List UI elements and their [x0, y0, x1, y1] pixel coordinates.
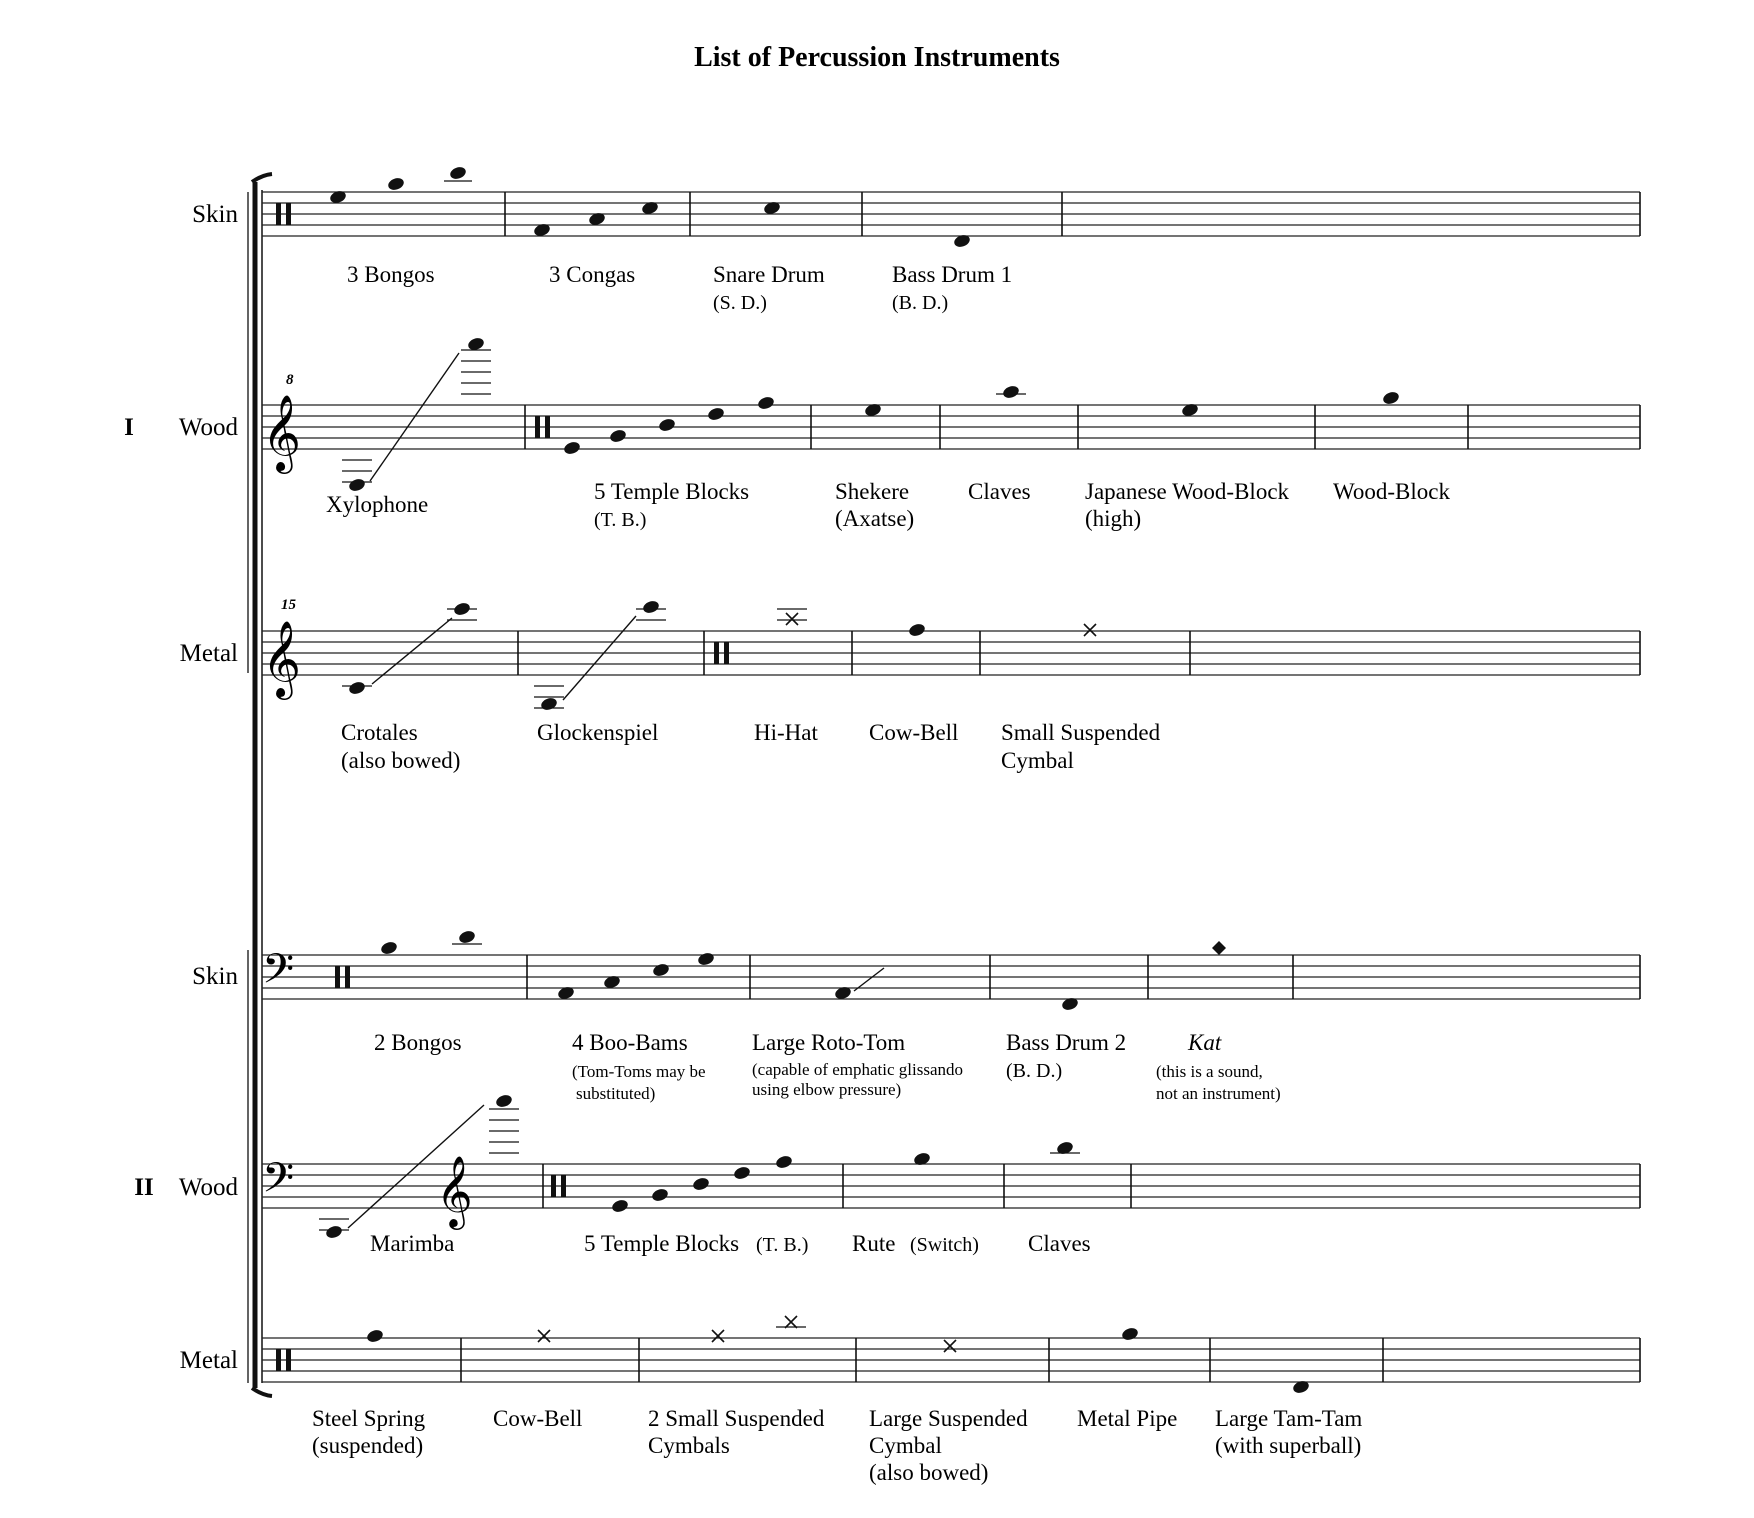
instrument-label: Japanese Wood-Block: [1085, 479, 1290, 504]
instrument-sublabel: (capable of emphatic glissando: [752, 1060, 964, 1079]
percussion-clef-icon: [335, 966, 340, 988]
note-temple-block-2: [651, 1187, 670, 1203]
instrument-label: 5 Temple Blocks: [594, 479, 750, 504]
note-temple-block-4: [707, 406, 726, 422]
note-wood-block: [1382, 390, 1401, 406]
bass-clef-icon: 𝄢: [262, 945, 295, 1003]
note-temple-block-3: [692, 1176, 711, 1192]
treble-clef-icon: 𝄞: [436, 1154, 473, 1227]
note-crotales-high: [453, 601, 472, 617]
instrument-label: Large Roto-Tom: [752, 1030, 906, 1055]
page-title: List of Percussion Instruments: [694, 42, 1060, 73]
instrument-label: Small Suspended: [1001, 720, 1161, 745]
bracket-hook-top: [252, 174, 272, 182]
row-label-wood-one: Wood: [178, 414, 238, 441]
instrument-label: Steel Spring: [312, 1406, 426, 1431]
instrument-label-italic: Kat: [1188, 1030, 1222, 1055]
instrument-sublabel: (Axatse): [835, 506, 915, 531]
instrument-label: 2 Bongos: [374, 1030, 462, 1055]
instrument-label: 2 Small Suspended: [648, 1406, 825, 1431]
instrument-sublabel: substituted): [576, 1084, 656, 1103]
percussion-clef-icon: [714, 642, 719, 664]
note-crotales-low: [348, 680, 367, 696]
instrument-sublabel: (S. D.): [713, 292, 767, 314]
instrument-label: Crotales: [341, 720, 418, 745]
glissando-line: [370, 353, 459, 481]
instrument-sublabel: (B. D.): [1006, 1060, 1063, 1082]
instrument-label: Large Suspended: [869, 1406, 1028, 1431]
ottava-mark: 8: [286, 372, 294, 388]
note-temple-block-1: [563, 440, 582, 456]
instrument-sublabel: (high): [1085, 506, 1142, 531]
instrument-label: Marimba: [370, 1231, 455, 1256]
row-label-metal-one: Metal: [179, 640, 238, 667]
bracket-hook-bottom: [252, 1388, 272, 1396]
row-label-skin-two: Skin: [192, 963, 238, 990]
instrument-sublabel: (T. B.): [594, 509, 647, 531]
instrument-sublabel: using elbow pressure): [752, 1080, 902, 1099]
instrument-label: 3 Bongos: [347, 262, 435, 287]
group-label-one: I: [124, 414, 134, 441]
staff-skin-one: [192, 165, 1640, 314]
percussion-clef-icon: [276, 1349, 281, 1371]
note-temple-block-4: [733, 1165, 752, 1181]
instrument-label: 5 Temple Blocks: [584, 1231, 740, 1256]
percussion-clef-icon: [551, 1175, 556, 1197]
note-temple-block-5: [757, 395, 776, 411]
instrument-sublabel: (suspended): [312, 1433, 424, 1458]
staff-skin-two: [192, 929, 1640, 1103]
instrument-sublabel: Cymbals: [648, 1433, 730, 1458]
note-cow-bell: [908, 622, 927, 638]
note-temple-block-3: [658, 417, 677, 433]
instrument-label: Large Tam-Tam: [1215, 1406, 1363, 1431]
instrument-label: Claves: [1028, 1231, 1091, 1256]
instrument-label: Shekere: [835, 479, 910, 504]
instrument-label: Cow-Bell: [869, 720, 959, 745]
instrument-sublabel: Cymbal: [1001, 748, 1074, 773]
instrument-label: Claves: [968, 479, 1031, 504]
staff-wood-one: [179, 336, 1640, 531]
treble-clef-icon: 𝄞: [262, 394, 302, 471]
staff-metal-one: [180, 597, 1640, 773]
note-boo-bam-4: [697, 951, 716, 967]
note-bongo-2: [458, 929, 477, 945]
ottava-mark: 15: [281, 597, 296, 613]
instrument-label: Cow-Bell: [493, 1406, 583, 1431]
instrument-label: Hi-Hat: [754, 720, 818, 745]
instrument-label: Wood-Block: [1333, 479, 1450, 504]
note-marimba-high: [495, 1093, 514, 1109]
row-label-skin-one: Skin: [192, 201, 238, 228]
note-bongo-1: [380, 940, 399, 956]
instrument-sublabel: (B. D.): [892, 292, 949, 314]
instrument-label: Snare Drum: [713, 262, 825, 287]
instrument-sublabel: (also bowed): [341, 748, 461, 773]
note-glockenspiel-high: [642, 599, 661, 615]
percussion-clef-icon: [535, 416, 540, 438]
note-metal-pipe: [1121, 1326, 1140, 1342]
row-label-metal-two: Metal: [179, 1347, 238, 1374]
note-temple-block-2: [609, 428, 628, 444]
note-boo-bam-3: [652, 962, 671, 978]
staff-metal-two: [180, 1316, 1640, 1485]
note-glockenspiel-low: [540, 696, 559, 712]
note-steel-spring: [366, 1328, 385, 1344]
instrument-sublabel: (this is a sound,: [1156, 1062, 1263, 1081]
instrument-sublabel: (Switch): [910, 1234, 979, 1256]
instrument-sublabel: not an instrument): [1156, 1084, 1281, 1103]
note-marimba-low: [325, 1224, 344, 1240]
note-bongo-2: [387, 176, 406, 192]
instrument-label: Bass Drum 2: [1006, 1030, 1127, 1055]
instrument-sublabel: (T. B.): [756, 1234, 809, 1256]
instrument-label: Metal Pipe: [1077, 1406, 1178, 1431]
instrument-label: 4 Boo-Bams: [572, 1030, 688, 1055]
note-temple-block-1: [611, 1198, 630, 1214]
bass-clef-icon: 𝄢: [262, 1154, 295, 1212]
note-bongo-3: [449, 165, 468, 181]
group-one: [124, 174, 272, 1396]
instrument-sublabel: Cymbal: [869, 1433, 942, 1458]
instrument-label: Bass Drum 1: [892, 262, 1013, 287]
staff-wood-two: [179, 1093, 1640, 1256]
treble-clef-icon: 𝄞: [262, 620, 302, 697]
instrument-sublabel: (also bowed): [869, 1460, 989, 1485]
percussion-clef-icon: [276, 203, 281, 225]
note-claves: [1002, 384, 1021, 400]
instrument-label: 3 Congas: [549, 262, 636, 287]
row-label-wood-two: Wood: [178, 1174, 238, 1201]
instrument-sublabel: (with superball): [1215, 1433, 1362, 1458]
note-temple-block-5: [775, 1154, 794, 1170]
instrument-label: Glockenspiel: [537, 720, 659, 745]
group-label-two: II: [134, 1174, 154, 1201]
note-xylophone-low: [348, 477, 367, 493]
instrument-label: Xylophone: [326, 492, 429, 517]
diamond-note-kat: [1212, 941, 1226, 955]
instrument-sublabel: (Tom-Toms may be: [572, 1062, 706, 1081]
instrument-label: Rute: [852, 1231, 896, 1256]
